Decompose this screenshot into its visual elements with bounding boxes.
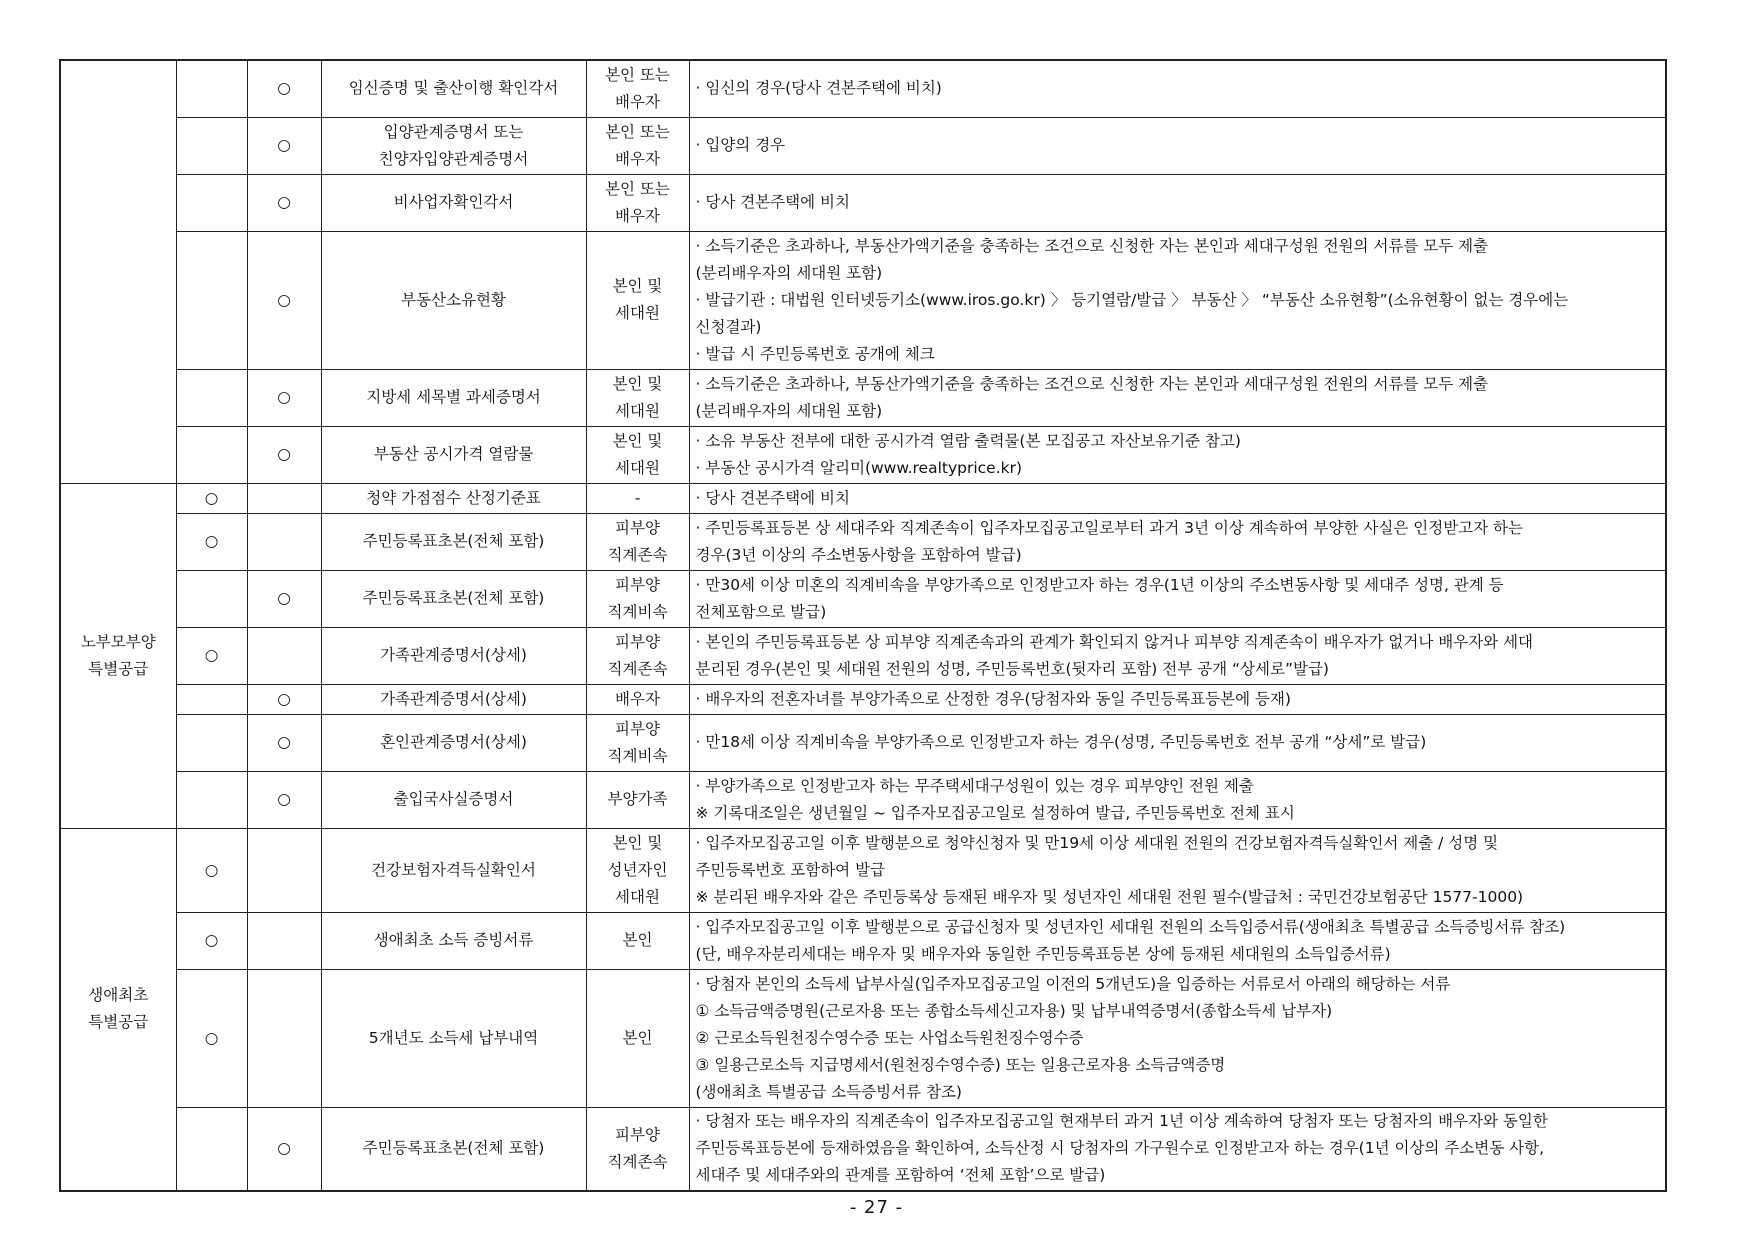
notes-cell	[689, 174, 1666, 231]
document-name-cell	[321, 570, 586, 627]
conditional-mark-cell	[247, 828, 321, 912]
note-line: 세대주 및 세대주와의 관계를 포함하여 ‘전체 포함’으로 발급)	[695, 1166, 1106, 1185]
target-label: 직계존속	[607, 545, 668, 564]
note-line: ③ 일용근로소득 지급명세서(원천징수영수증) 또는 일용근로자용 소득금액증명	[695, 1055, 1226, 1074]
required-documents-table	[59, 59, 1667, 1192]
target-label: 본인	[622, 1028, 653, 1047]
target-cell	[586, 684, 689, 714]
conditional-mark-cell	[247, 174, 321, 231]
note-line: (분리배우자의 세대원 포함)	[695, 401, 883, 420]
table-row	[60, 60, 1666, 117]
target-label: 피부양	[615, 518, 660, 537]
note-line: · 임신의 경우(당사 견본주택에 비치)	[695, 79, 942, 98]
conditional-mark-cell	[247, 369, 321, 426]
document-name-cell	[321, 426, 586, 483]
document-name-cell	[321, 369, 586, 426]
document-name-cell	[321, 231, 586, 369]
target-cell	[586, 483, 689, 513]
note-line: · 부양가족으로 인정받고자 하는 무주택세대구성원이 있는 경우 피부양인 전원 제출	[695, 776, 1254, 795]
document-name-cell	[321, 714, 586, 771]
required-mark-cell	[176, 483, 247, 513]
notes-cell	[689, 912, 1666, 969]
document-name: 5개년도 소득세 납부내역	[368, 1028, 539, 1047]
mark-circle: ○	[277, 290, 291, 309]
document-name: 주민등록표초본(전체 포함)	[362, 589, 545, 607]
note-line: · 당사 견본주택에 비치	[695, 488, 850, 507]
required-mark-cell	[176, 627, 247, 684]
notes-cell	[689, 627, 1666, 684]
target-cell	[586, 627, 689, 684]
category-label: 특별공급	[88, 659, 149, 678]
note-line: (분리배우자의 세대원 포함)	[695, 263, 883, 282]
target-label: 부양가족	[607, 790, 668, 808]
target-cell	[586, 60, 689, 117]
conditional-mark-cell	[247, 1107, 321, 1191]
notes-cell	[689, 513, 1666, 570]
notes-cell	[689, 369, 1666, 426]
table-row	[60, 570, 1666, 627]
target-cell	[586, 969, 689, 1107]
note-line: · 발급기관 : 대법원 인터넷등기소(www.iros.go.kr) 〉 등기열람/발급 〉 부동산 〉 “부동산 소유현황”(소유현황이 없는 경우에는	[695, 290, 1569, 309]
document-name-cell	[321, 174, 586, 231]
required-mark-cell	[176, 570, 247, 627]
note-line: · 부동산 공시가격 알리미(www.realtyprice.kr)	[695, 458, 1023, 477]
table-row	[60, 627, 1666, 684]
target-cell	[586, 714, 689, 771]
notes-cell	[689, 483, 1666, 513]
target-cell	[586, 828, 689, 912]
required-mark-cell	[176, 117, 247, 174]
document-name-cell	[321, 513, 586, 570]
required-mark-cell	[176, 1107, 247, 1191]
document-name: 부동산 공시가격 열람물	[373, 445, 534, 463]
target-label: 직계비속	[607, 746, 668, 765]
required-mark-cell	[176, 426, 247, 483]
required-mark-cell	[176, 714, 247, 771]
conditional-mark-cell	[247, 969, 321, 1107]
target-label: 배우자	[615, 92, 660, 111]
document-name: 비사업자확인각서	[393, 193, 514, 211]
target-label: 본인 및	[612, 374, 663, 393]
target-label: 배우자	[615, 689, 660, 708]
document-name: 임신증명 및 출산이행 확인각서	[348, 79, 559, 98]
note-line: · 입주자모집공고일 이후 발행분으로 공급신청자 및 성년자인 세대원 전원의 소득입증서류(생애최초 특별공급 소득증빙서류 참조)	[695, 917, 1566, 936]
document-name-cell	[321, 969, 586, 1107]
notes-cell	[689, 570, 1666, 627]
page-number: - 27 -	[849, 1197, 904, 1218]
conditional-mark-cell	[247, 684, 321, 714]
target-cell	[586, 117, 689, 174]
document-name-cell	[321, 828, 586, 912]
required-mark-cell	[176, 60, 247, 117]
target-label: 피부양	[615, 1125, 660, 1144]
document-name-cell	[321, 117, 586, 174]
table-row	[60, 174, 1666, 231]
document-name: 지방세 세목별 과세증명서	[366, 388, 541, 406]
category-cell	[60, 828, 176, 1191]
table-row	[60, 828, 1666, 912]
table-row	[60, 912, 1666, 969]
document-name-cell	[321, 912, 586, 969]
target-cell	[586, 174, 689, 231]
note-line: · 만18세 이상 직계비속을 부양가족으로 인정받고자 하는 경우(성명, 주민등록번호 전부 공개 “상세”로 발급)	[695, 733, 1427, 751]
mark-circle: ○	[277, 589, 291, 607]
mark-circle: ○	[277, 136, 291, 154]
conditional-mark-cell	[247, 570, 321, 627]
mark-circle: ○	[204, 646, 219, 664]
note-line: · 소유 부동산 전부에 대한 공시가격 열람 출력물(본 모집공고 자산보유기준 참고)	[695, 431, 1241, 450]
document-name-cell	[321, 684, 586, 714]
mark-circle: ○	[204, 1028, 219, 1047]
conditional-mark-cell	[247, 627, 321, 684]
mark-circle: ○	[277, 79, 291, 98]
conditional-mark-cell	[247, 483, 321, 513]
document-name: 가족관계증명서(상세)	[380, 646, 527, 664]
category-label: 생애최초	[88, 986, 149, 1005]
target-cell	[586, 513, 689, 570]
note-line: (생애최초 특별공급 소득증빙서류 참조)	[695, 1082, 962, 1101]
conditional-mark-cell	[247, 426, 321, 483]
conditional-mark-cell	[247, 912, 321, 969]
mark-circle: ○	[204, 860, 219, 879]
conditional-mark-cell	[247, 117, 321, 174]
note-line: 분리된 경우(본인 및 세대원 전원의 성명, 주민등록번호(뒷자리 포함) 전부 공개 “상세로”발급)	[695, 659, 1329, 678]
mark-circle: ○	[204, 488, 219, 507]
table-row	[60, 771, 1666, 828]
notes-cell	[689, 828, 1666, 912]
target-label: 본인 또는	[605, 179, 670, 198]
mark-circle: ○	[277, 790, 291, 808]
required-mark-cell	[176, 174, 247, 231]
target-label: 본인 또는	[605, 122, 670, 141]
conditional-mark-cell	[247, 60, 321, 117]
document-name: 출입국사실증명서	[393, 790, 514, 808]
required-mark-cell	[176, 369, 247, 426]
target-cell	[586, 369, 689, 426]
target-label: 직계비속	[607, 602, 668, 621]
note-line: · 본인의 주민등록표등본 상 피부양 직계존속과의 관계가 확인되지 않거나 피부양 직계존속이 배우자가 없거나 배우자와 세대	[695, 632, 1534, 651]
note-line: · 입양의 경우	[695, 136, 786, 154]
document-name-cell	[321, 771, 586, 828]
notes-cell	[689, 60, 1666, 117]
target-label: 성년자인	[607, 860, 668, 879]
note-line: · 소득기준은 초과하나, 부동산가액기준을 충족하는 조건으로 신청한 자는 본인과 세대구성원 전원의 서류를 모두 제출	[695, 236, 1489, 255]
target-label: 피부양	[615, 575, 660, 594]
conditional-mark-cell	[247, 513, 321, 570]
table-row	[60, 684, 1666, 714]
target-label: 세대원	[615, 401, 660, 420]
notes-cell	[689, 426, 1666, 483]
document-name: 혼인관계증명서(상세)	[380, 733, 527, 751]
table-row	[60, 483, 1666, 513]
note-line: · 소득기준은 초과하나, 부동산가액기준을 충족하는 조건으로 신청한 자는 본인과 세대구성원 전원의 서류를 모두 제출	[695, 374, 1489, 393]
note-line: 주민등록표등본에 등재하였음을 확인하여, 소득산정 시 당첨자의 가구원수로 인정받고자 하는 경우(1년 이상의 주소변동 사항,	[695, 1139, 1545, 1158]
target-label: 직계존속	[607, 1152, 668, 1171]
document-name: 부동산소유현황	[401, 290, 506, 309]
document-name-cell	[321, 483, 586, 513]
table-row	[60, 714, 1666, 771]
conditional-mark-cell	[247, 714, 321, 771]
note-line: ① 소득금액증명원(근로자용 또는 종합소득세신고자용) 및 납부내역증명서(종합소득세 납부자)	[695, 1001, 1333, 1020]
category-label: 특별공급	[88, 1013, 149, 1032]
document-name: 주민등록표초본(전체 포함)	[362, 532, 545, 550]
mark-circle: ○	[277, 689, 291, 708]
note-line: 신청결과)	[695, 317, 762, 336]
category-cell	[60, 483, 176, 828]
note-line: (단, 배우자분리세대는 배우자 및 배우자와 동일한 주민등록표등본 상에 등재된 세대원의 소득입증서류)	[695, 944, 1391, 963]
target-cell	[586, 1107, 689, 1191]
document-name: 가족관계증명서(상세)	[380, 689, 527, 708]
document-name: 입양관계증명서 또는	[383, 122, 524, 141]
note-line: ※ 분리된 배우자와 같은 주민등록상 등재된 배우자 및 성년자인 세대원 전원 필수(발급처 : 국민건강보험공단 1577-1000)	[695, 887, 1524, 906]
target-label: 배우자	[615, 149, 660, 168]
table-row	[60, 1107, 1666, 1191]
target-label: 본인 및	[612, 833, 663, 852]
document-name: 건강보험자격득실확인서	[371, 860, 536, 879]
mark-circle: ○	[277, 1139, 291, 1158]
mark-circle: ○	[277, 193, 291, 211]
required-mark-cell	[176, 828, 247, 912]
note-line: · 발급 시 주민등록번호 공개에 체크	[695, 344, 935, 363]
target-cell	[586, 771, 689, 828]
target-label: 본인	[622, 931, 653, 949]
table-row	[60, 117, 1666, 174]
notes-cell	[689, 117, 1666, 174]
notes-cell	[689, 714, 1666, 771]
note-line: · 만30세 이상 미혼의 직계비속을 부양가족으로 인정받고자 하는 경우(1년 이상의 주소변동사항 및 세대주 성명, 관계 등	[695, 575, 1504, 594]
required-mark-cell	[176, 771, 247, 828]
note-line: · 당사 견본주택에 비치	[695, 193, 850, 211]
note-line: ※ 기록대조일은 생년월일 ~ 입주자모집공고일로 설정하여 발급, 주민등록번호 전체 표시	[695, 803, 1295, 822]
conditional-mark-cell	[247, 771, 321, 828]
notes-cell	[689, 969, 1666, 1107]
target-label: 피부양	[615, 719, 660, 738]
note-line: · 당첨자 또는 배우자의 직계존속이 입주자모집공고일 현재부터 과거 1년 이상 계속하여 당첨자 또는 당첨자의 배우자와 동일한	[695, 1112, 1548, 1131]
table-row	[60, 231, 1666, 369]
required-mark-cell	[176, 912, 247, 969]
note-line: ② 근로소득원천징수영수증 또는 사업소득원천징수영수증	[695, 1028, 1084, 1047]
table-row	[60, 426, 1666, 483]
target-cell	[586, 426, 689, 483]
target-label: 피부양	[615, 632, 660, 651]
mark-circle: ○	[277, 733, 291, 751]
target-cell	[586, 912, 689, 969]
target-label: 직계존속	[607, 659, 668, 678]
target-label: 세대원	[615, 887, 660, 906]
required-mark-cell	[176, 513, 247, 570]
category-cell	[60, 60, 176, 483]
note-line: · 배우자의 전혼자녀를 부양가족으로 산정한 경우(당첨자와 동일 주민등록표등본에 등재)	[695, 689, 1291, 708]
required-mark-cell	[176, 231, 247, 369]
mark-circle: ○	[204, 931, 219, 949]
notes-cell	[689, 771, 1666, 828]
note-line: · 주민등록표등본 상 세대주와 직계존속이 입주자모집공고일로부터 과거 3년 이상 계속하여 부양한 사실은 인정받고자 하는	[695, 518, 1523, 537]
note-line: · 당첨자 본인의 소득세 납부사실(입주자모집공고일 이전의 5개년도)을 입증하는 서류로서 아래의 해당하는 서류	[695, 974, 1451, 993]
target-label: 본인 또는	[605, 65, 670, 84]
table-row	[60, 969, 1666, 1107]
mark-circle: ○	[204, 532, 219, 550]
document-name: 주민등록표초본(전체 포함)	[362, 1139, 545, 1158]
target-cell	[586, 570, 689, 627]
category-label: 노부모부양	[80, 632, 156, 651]
target-label: -	[634, 488, 641, 507]
mark-circle: ○	[277, 445, 291, 463]
mark-circle: ○	[277, 388, 291, 406]
notes-cell	[689, 1107, 1666, 1191]
target-label: 본인 및	[612, 431, 663, 450]
note-line: 경우(3년 이상의 주소변동사항을 포함하여 발급)	[695, 545, 1022, 564]
target-label: 세대원	[615, 304, 660, 322]
required-mark-cell	[176, 684, 247, 714]
table-body	[60, 60, 1666, 1191]
document-name: 청약 가점점수 산정기준표	[366, 488, 541, 507]
conditional-mark-cell	[247, 231, 321, 369]
note-line: 주민등록번호 포함하여 발급	[695, 860, 886, 879]
note-line: 전체포함으로 발급)	[695, 602, 827, 621]
document-name: 생애최초 소득 증빙서류	[373, 931, 534, 949]
notes-cell	[689, 684, 1666, 714]
table-row	[60, 369, 1666, 426]
notes-cell	[689, 231, 1666, 369]
document-name-cell	[321, 1107, 586, 1191]
document-name-cell	[321, 627, 586, 684]
target-label: 본인 및	[612, 277, 663, 295]
target-label: 세대원	[615, 458, 660, 477]
note-line: · 입주자모집공고일 이후 발행분으로 청약신청자 및 만19세 이상 세대원 전원의 건강보험자격득실확인서 제출 / 성명 및	[695, 833, 1499, 852]
required-mark-cell	[176, 969, 247, 1107]
table-row	[60, 513, 1666, 570]
target-cell	[586, 231, 689, 369]
document-name-cell	[321, 60, 586, 117]
target-label: 배우자	[615, 206, 660, 225]
document-name: 친양자입양관계증명서	[378, 149, 529, 168]
